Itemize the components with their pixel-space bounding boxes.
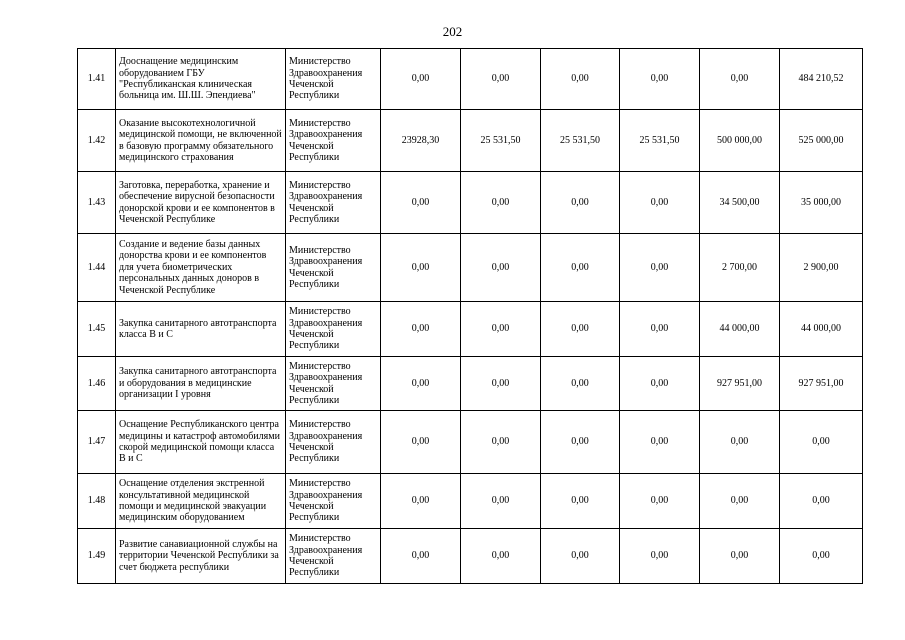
table-row bbox=[78, 529, 863, 584]
measure-description-cell: Оказание высокотехнологичной медицинской помощи, не включенной в базовую программу обязательного медицинского страхования bbox=[116, 110, 286, 172]
amount-cell: 0,00 bbox=[381, 172, 461, 234]
table-row bbox=[78, 110, 863, 172]
executor-cell: Министерство Здравоохранения Чеченской Республики bbox=[286, 357, 381, 411]
row-number-cell: 1.46 bbox=[78, 357, 116, 411]
executor-cell: Министерство Здравоохранения Чеченской Республики bbox=[286, 474, 381, 529]
amount-cell: 0,00 bbox=[381, 411, 461, 474]
measure-description-cell: Заготовка, переработка, хранение и обеспечение вирусной безопасности донорской крови и ее компонентов в Чеченской Республике bbox=[116, 172, 286, 234]
amount-cell: 0,00 bbox=[620, 357, 700, 411]
row-number-cell: 1.45 bbox=[78, 302, 116, 357]
amount-cell: 0,00 bbox=[381, 357, 461, 411]
amount-cell: 0,00 bbox=[620, 49, 700, 110]
amount-cell: 0,00 bbox=[461, 411, 541, 474]
executor-cell: Министерство Здравоохранения Чеченской Республики bbox=[286, 302, 381, 357]
table-row bbox=[78, 234, 863, 302]
amount-cell: 44 000,00 bbox=[700, 302, 780, 357]
row-number-cell: 1.49 bbox=[78, 529, 116, 584]
amount-cell: 0,00 bbox=[381, 529, 461, 584]
amount-cell: 0,00 bbox=[620, 234, 700, 302]
table-row bbox=[78, 172, 863, 234]
table-row bbox=[78, 49, 863, 110]
amount-cell: 0,00 bbox=[541, 172, 620, 234]
amount-cell: 0,00 bbox=[620, 172, 700, 234]
row-number-cell: 1.43 bbox=[78, 172, 116, 234]
page-number: 202 bbox=[442, 24, 463, 39]
amount-cell: 0,00 bbox=[780, 474, 863, 529]
amount-cell: 0,00 bbox=[461, 234, 541, 302]
measure-description-cell: Развитие санавиационной службы на территории Чеченской Республики за счет бюджета республики bbox=[116, 529, 286, 584]
amount-cell: 927 951,00 bbox=[700, 357, 780, 411]
amount-cell: 525 000,00 bbox=[780, 110, 863, 172]
amount-cell: 25 531,50 bbox=[620, 110, 700, 172]
amount-cell: 0,00 bbox=[541, 411, 620, 474]
amount-cell: 2 700,00 bbox=[700, 234, 780, 302]
amount-cell: 500 000,00 bbox=[700, 110, 780, 172]
executor-cell: Министерство Здравоохранения Чеченской Республики bbox=[286, 110, 381, 172]
table-row bbox=[78, 474, 863, 529]
executor-cell: Министерство Здравоохранения Чеченской Республики bbox=[286, 234, 381, 302]
amount-cell: 0,00 bbox=[700, 49, 780, 110]
amount-cell: 0,00 bbox=[620, 474, 700, 529]
executor-cell: Министерство Здравоохранения Чеченской Республики bbox=[286, 172, 381, 234]
amount-cell: 484 210,52 bbox=[780, 49, 863, 110]
amount-cell: 0,00 bbox=[381, 49, 461, 110]
amount-cell: 0,00 bbox=[461, 474, 541, 529]
table-row bbox=[78, 411, 863, 474]
row-number-cell: 1.44 bbox=[78, 234, 116, 302]
amount-cell: 25 531,50 bbox=[461, 110, 541, 172]
amount-cell: 0,00 bbox=[780, 411, 863, 474]
amount-cell: 0,00 bbox=[461, 49, 541, 110]
executor-cell: Министерство Здравоохранения Чеченской Республики bbox=[286, 529, 381, 584]
amount-cell: 0,00 bbox=[381, 234, 461, 302]
amount-cell: 0,00 bbox=[541, 49, 620, 110]
measure-description-cell: Закупка санитарного автотранспорта и оборудования в медицинские организации I уровня bbox=[116, 357, 286, 411]
amount-cell: 0,00 bbox=[780, 529, 863, 584]
row-number-cell: 1.48 bbox=[78, 474, 116, 529]
amount-cell: 0,00 bbox=[461, 302, 541, 357]
row-number-cell: 1.42 bbox=[78, 110, 116, 172]
amount-cell: 23928,30 bbox=[381, 110, 461, 172]
amount-cell: 0,00 bbox=[541, 302, 620, 357]
measure-description-cell: Дооснащение медицинским оборудованием ГБУ "Республиканская клиническая больница им. Ш.Ш. Эпендиева" bbox=[116, 49, 286, 110]
amount-cell: 0,00 bbox=[700, 529, 780, 584]
executor-cell: Министерство Здравоохранения Чеченской Республики bbox=[286, 49, 381, 110]
amount-cell: 25 531,50 bbox=[541, 110, 620, 172]
amount-cell: 0,00 bbox=[541, 529, 620, 584]
amount-cell: 0,00 bbox=[700, 411, 780, 474]
measure-description-cell: Закупка санитарного автотранспорта класса В и С bbox=[116, 302, 286, 357]
amount-cell: 927 951,00 bbox=[780, 357, 863, 411]
table-row bbox=[78, 302, 863, 357]
budget-table bbox=[77, 48, 863, 584]
amount-cell: 0,00 bbox=[381, 302, 461, 357]
amount-cell: 0,00 bbox=[541, 357, 620, 411]
executor-cell: Министерство Здравоохранения Чеченской Республики bbox=[286, 411, 381, 474]
measure-description-cell: Оснащение Республиканского центра медицины и катастроф автомобилями скорой медицинской помощи класса В и С bbox=[116, 411, 286, 474]
amount-cell: 44 000,00 bbox=[780, 302, 863, 357]
amount-cell: 0,00 bbox=[461, 529, 541, 584]
amount-cell: 0,00 bbox=[620, 411, 700, 474]
row-number-cell: 1.47 bbox=[78, 411, 116, 474]
amount-cell: 0,00 bbox=[461, 357, 541, 411]
amount-cell: 2 900,00 bbox=[780, 234, 863, 302]
amount-cell: 0,00 bbox=[541, 474, 620, 529]
amount-cell: 0,00 bbox=[700, 474, 780, 529]
amount-cell: 35 000,00 bbox=[780, 172, 863, 234]
amount-cell: 0,00 bbox=[461, 172, 541, 234]
row-number-cell: 1.41 bbox=[78, 49, 116, 110]
amount-cell: 0,00 bbox=[381, 474, 461, 529]
amount-cell: 0,00 bbox=[541, 234, 620, 302]
measure-description-cell: Оснащение отделения экстренной консультативной медицинской помощи и медицинской эвакуации медицинским оборудованием bbox=[116, 474, 286, 529]
amount-cell: 34 500,00 bbox=[700, 172, 780, 234]
table-row bbox=[78, 357, 863, 411]
amount-cell: 0,00 bbox=[620, 529, 700, 584]
measure-description-cell: Создание и ведение базы данных донорства крови и ее компонентов для учета биометрических персональных данных доноров в Чеченской Республике bbox=[116, 234, 286, 302]
amount-cell: 0,00 bbox=[620, 302, 700, 357]
